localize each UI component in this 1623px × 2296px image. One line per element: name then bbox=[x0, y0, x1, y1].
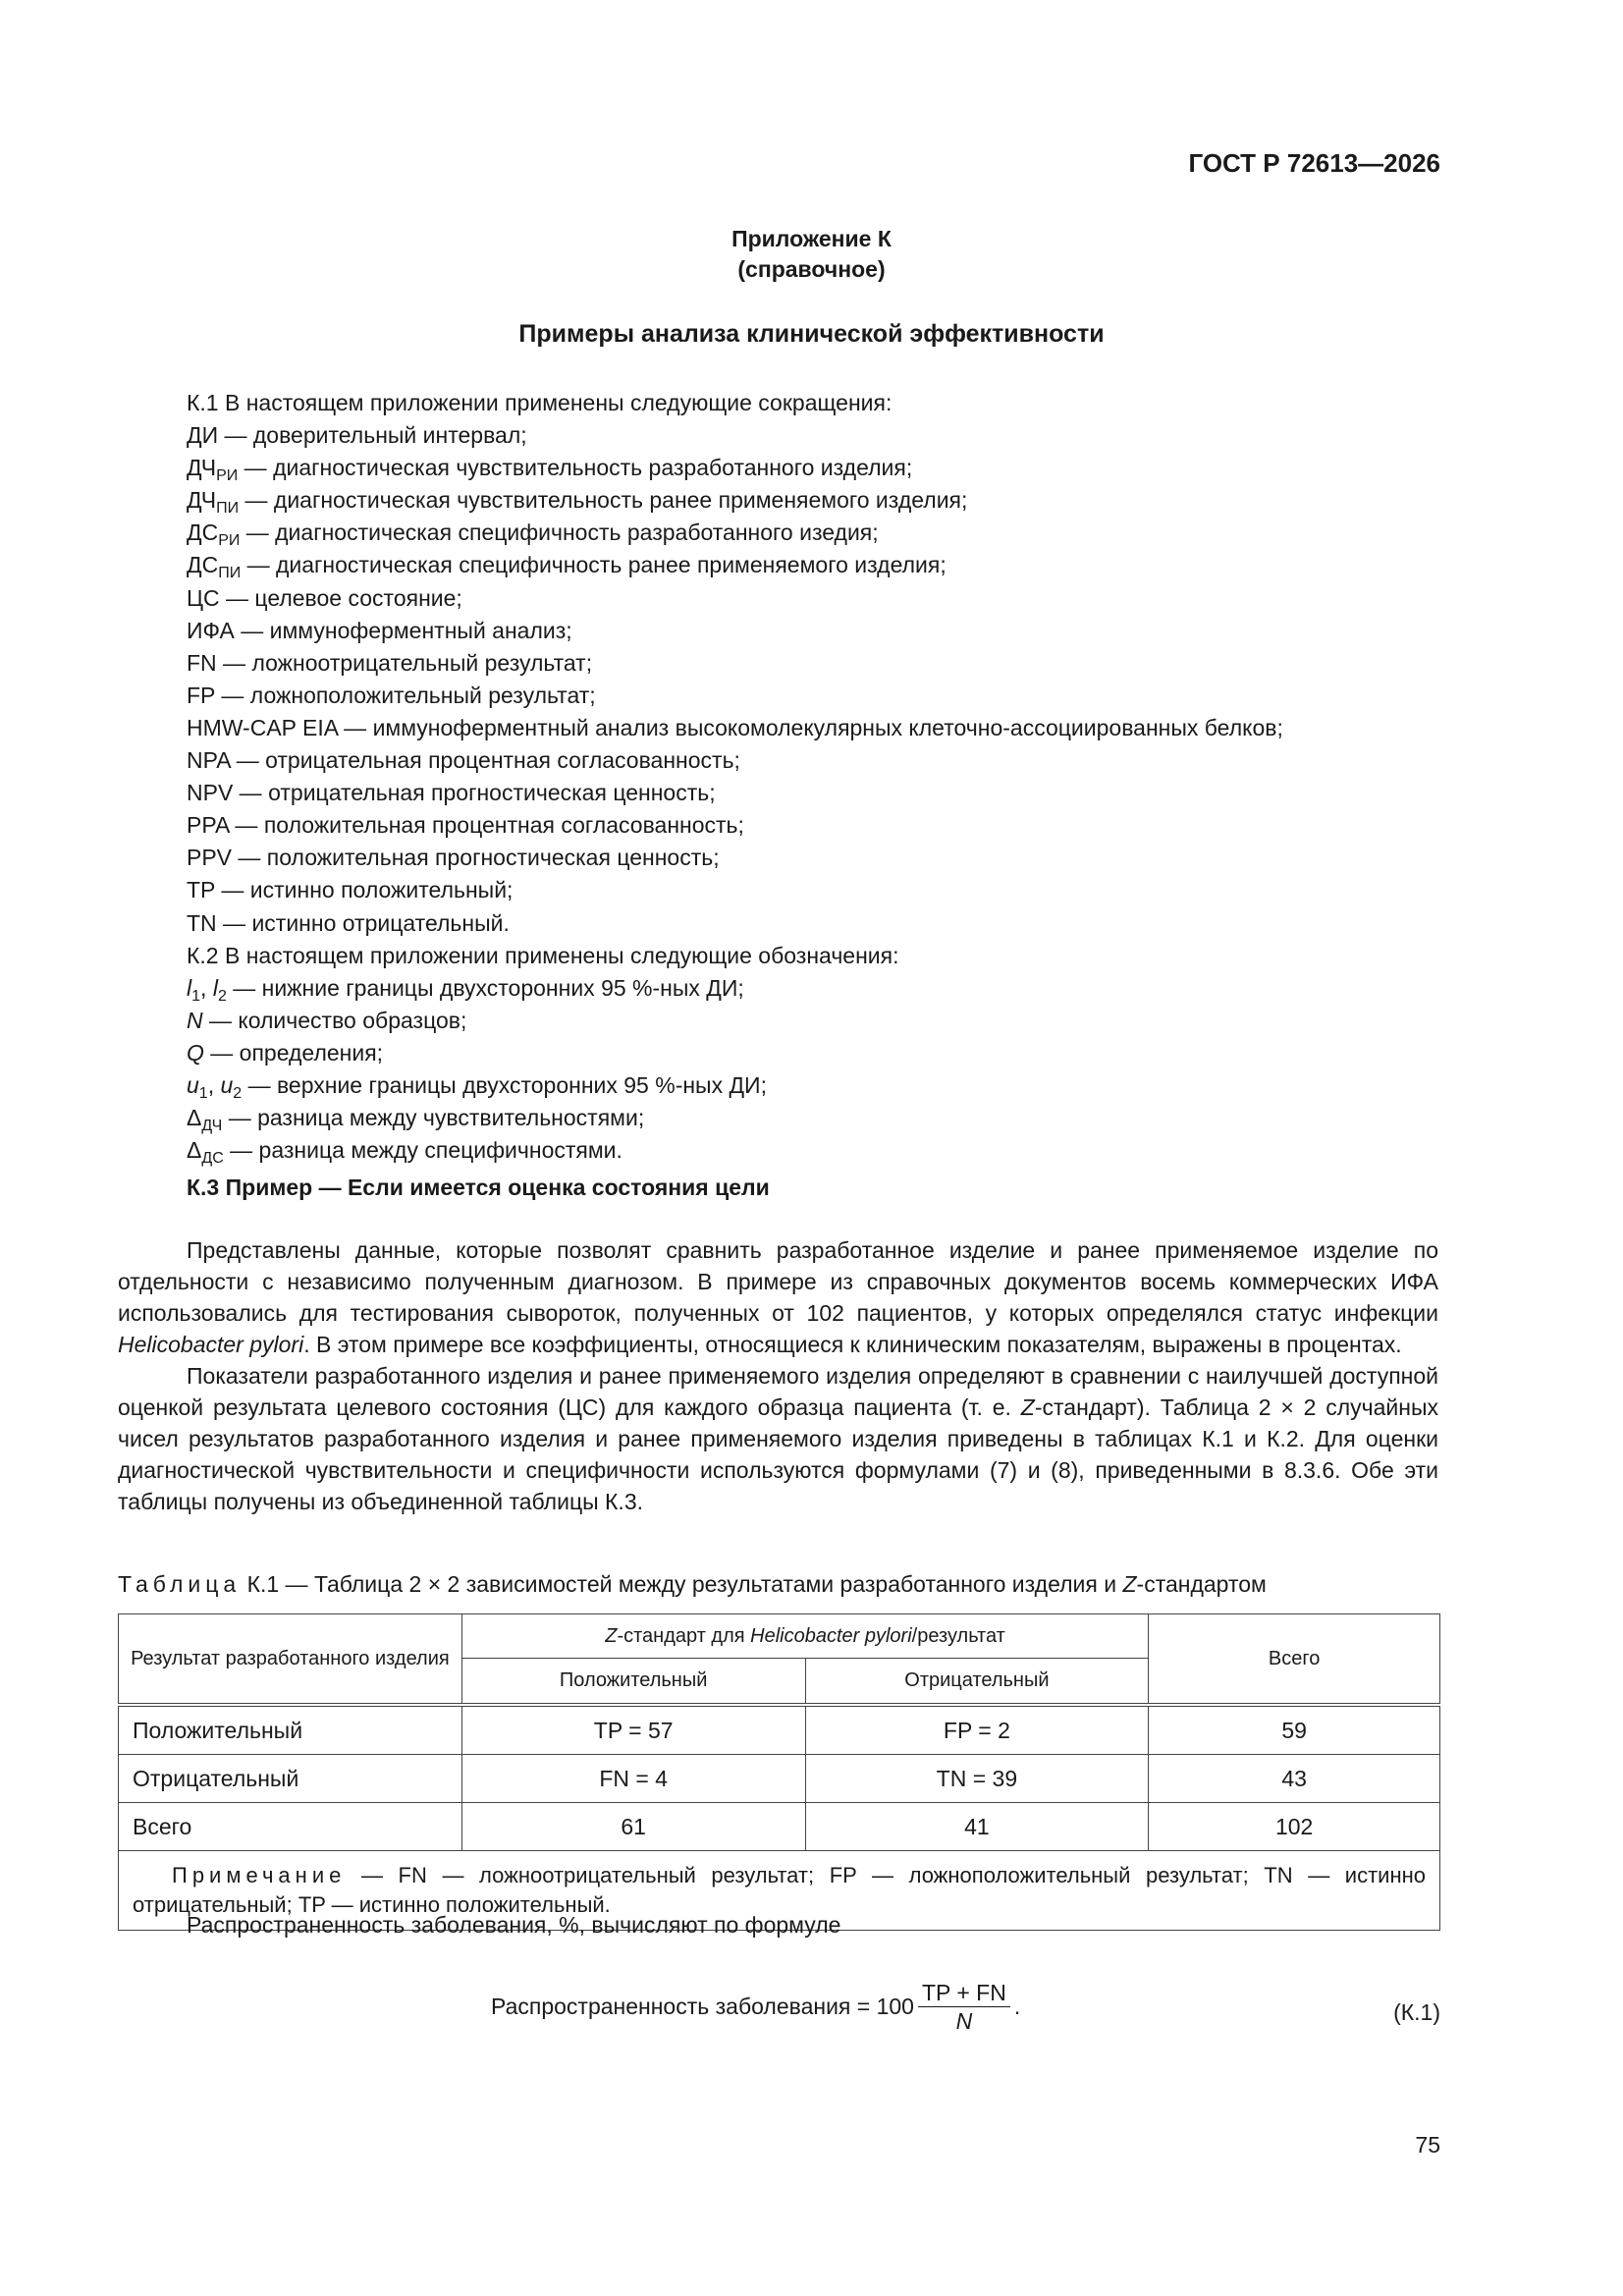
cell-negative: TN = 39 bbox=[805, 1755, 1149, 1803]
table-row bbox=[119, 1755, 1440, 1803]
document-header: ГОСТ Р 72613—2026 bbox=[1188, 148, 1440, 178]
formula-end: . bbox=[1013, 1994, 1021, 2019]
symbol-q: Q — определения; bbox=[187, 1039, 384, 1066]
appendix-label bbox=[0, 224, 1623, 285]
cell-negative: FP = 2 bbox=[805, 1705, 1149, 1755]
page-number: 75 bbox=[1415, 2132, 1440, 2158]
abbr-item: PPV — положительная прогностическая ценность; bbox=[187, 845, 720, 871]
abbr-item: FP — ложноположительный результат; bbox=[187, 682, 596, 708]
table-caption: Таблица К.1 — Таблица 2 × 2 зависимостей между результатами разработанного изделия и Z-стандартом bbox=[118, 1571, 1267, 1597]
cell-total: 43 bbox=[1149, 1755, 1440, 1803]
abbr-item: TP — истинно положительный; bbox=[187, 877, 514, 903]
cell-total: 59 bbox=[1149, 1705, 1440, 1755]
abbr-item: ЦС — целевое состояние; bbox=[187, 584, 462, 611]
page-title: Примеры анализа клинической эффективности bbox=[518, 320, 1105, 348]
header-positive: Положительный bbox=[461, 1659, 805, 1705]
symbol-l: $l_1$, $l_2$ — нижние границы двухсторонних 95 %-ных ДИ; bbox=[187, 974, 744, 1005]
symbol-u: $u_1$, $u_2$ — верхние границы двухсторонних 95 %-ных ДИ; bbox=[187, 1071, 767, 1102]
k3-body bbox=[118, 1234, 1438, 1517]
header-total: Всего bbox=[1149, 1614, 1440, 1706]
abbr-item: FN — ложноотрицательный результат; bbox=[187, 649, 593, 676]
formula-intro: Распространенность заболевания, %, вычисляют по формуле bbox=[187, 1912, 841, 1938]
appendix-title: Приложение К bbox=[731, 226, 892, 251]
header-device-result: Результат разработанного изделия bbox=[119, 1614, 462, 1706]
row-label: Отрицательный bbox=[119, 1755, 462, 1803]
appendix-subtitle: (справочное) bbox=[737, 256, 886, 282]
abbr-item: NPA — отрицательная процентная согласованность; bbox=[187, 747, 740, 774]
symbols-intro: К.2 В настоящем приложении применены следующие обозначения: bbox=[187, 942, 899, 968]
abbr-item: NPV — отрицательная прогностическая ценность; bbox=[187, 780, 716, 806]
formula-lhs: Распространенность заболевания = 100 bbox=[491, 1994, 914, 2019]
cell-total: 102 bbox=[1149, 1803, 1440, 1851]
equation-number: (К.1) bbox=[1393, 1999, 1440, 2025]
results-table bbox=[118, 1613, 1440, 1931]
abbr-item: $ДЧ_{ПИ}$ — диагностическая чувствительность ранее применяемого изделия; bbox=[187, 487, 968, 518]
paragraph-1: Представлены данные, которые позволят сравнить разработанное изделие и ранее применяемое изделие по отдельности с независимо полученным диагнозом. В примере из справочных документов восемь коммерческих ИФА использовались для тестирования сывороток, полученных от 102 пациентов, у которых определялся статус инфекции Helicobacter pylori. В этом примере все коэффициенты, относящиеся к клиническим показателям, выражены в процентах. bbox=[118, 1237, 1438, 1357]
abbr-item: $ДС_{РИ}$ — диагностическая специфичность разработанного изедия; bbox=[187, 519, 879, 550]
cell-positive: 61 bbox=[461, 1803, 805, 1851]
abbr-item: PPA — положительная процентная согласованность; bbox=[187, 812, 744, 839]
symbol-delta-sens: $\Delta_{ДЧ}$ — разница между чувствительностями; bbox=[187, 1105, 645, 1135]
symbol-n: N — количество образцов; bbox=[187, 1007, 467, 1033]
abbr-item: TN — истинно отрицательный. bbox=[187, 909, 510, 936]
section-heading-k3: К.3 Пример — Если имеется оценка состояния цели bbox=[187, 1175, 770, 1201]
abbreviations-list bbox=[187, 387, 1283, 1207]
paragraph-2: Показатели разработанного изделия и ранее применяемого изделия определяют в сравнении с наилучшей доступной оценкой результата целевого состояния (ЦС) для каждого образца пациента (т. е. Z-стандарт). Таблица 2 × 2 случайных чисел результатов разработанного изделия и ранее применяемого изделия приведены в таблицах К.1 и К.2. Для оценки диагностической чувствительности и специфичности используются формулами (7) и (8), приведенными в 8.3.6. Обе эти таблицы получены из объединенной таблицы К.3. bbox=[118, 1363, 1439, 1514]
cell-positive: FN = 4 bbox=[461, 1755, 805, 1803]
symbol-delta-spec: $\Delta_{ДС}$ — разница между специфичностями. bbox=[187, 1137, 622, 1168]
formula-fraction bbox=[918, 1979, 1010, 2035]
abbr-item: ИФА — иммуноферментный анализ; bbox=[187, 617, 572, 643]
table-row bbox=[119, 1705, 1440, 1755]
abbr-item: $ДС_{ПИ}$ — диагностическая специфичность ранее применяемого изделия; bbox=[187, 552, 947, 582]
table-row bbox=[119, 1803, 1440, 1851]
row-label: Всего bbox=[119, 1803, 462, 1851]
formula-denominator: N bbox=[955, 2008, 973, 2034]
abbr-item: ДИ — доверительный интервал; bbox=[187, 422, 527, 449]
abbr-item: HMW-CAP EIA — иммуноферментный анализ высокомолекулярных клеточно-ассоциированных белков; bbox=[187, 714, 1283, 740]
cell-negative: 41 bbox=[805, 1803, 1149, 1851]
row-label: Положительный bbox=[119, 1705, 462, 1755]
table-note: Примечание — FN — ложноотрицательный результат; FP — ложноположительный результат; TN — истинно отрицательный; TP — истинно положительный. bbox=[119, 1851, 1440, 1931]
abbr-item: $ДЧ_{РИ}$ — диагностическая чувствительность разработанного изделия; bbox=[187, 455, 913, 485]
header-z-standard: Z-стандарт для Helicobacter pylori/результат bbox=[461, 1614, 1148, 1659]
formula-k1 bbox=[491, 1979, 1020, 2035]
header-negative: Отрицательный bbox=[805, 1659, 1149, 1705]
abbr-intro: К.1 В настоящем приложении применены следующие сокращения: bbox=[187, 390, 893, 415]
formula-numerator: TP + FN bbox=[918, 1979, 1010, 2007]
cell-positive: TP = 57 bbox=[461, 1705, 805, 1755]
